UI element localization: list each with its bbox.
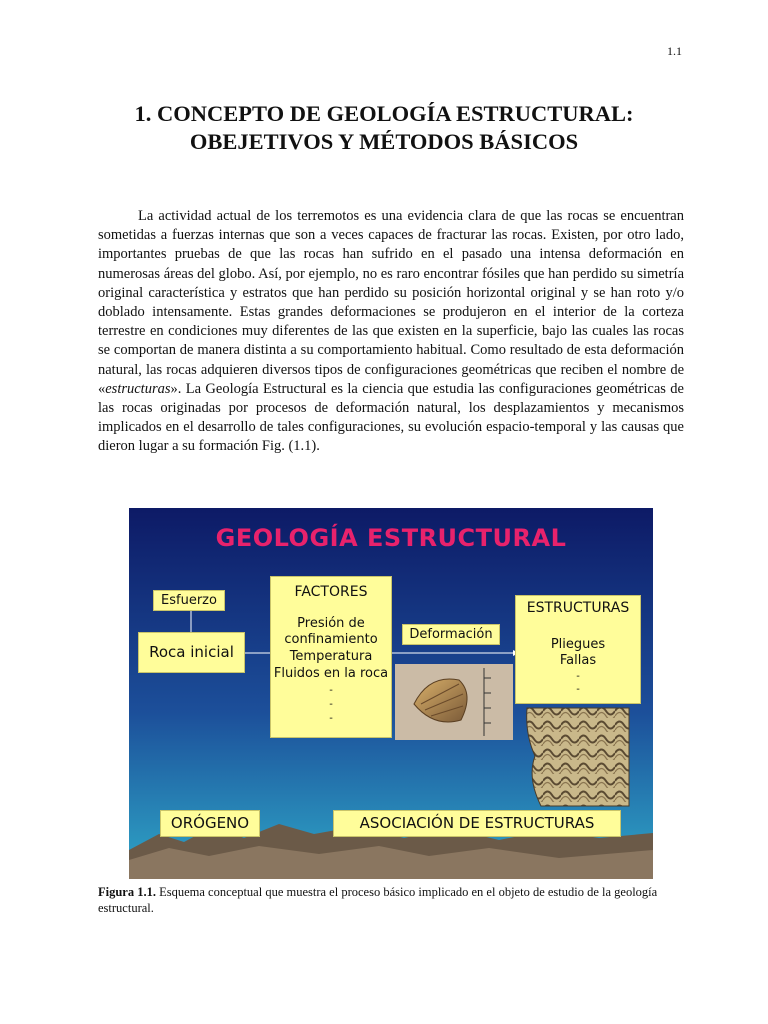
chapter-title-line-2: OBEJETIVOS Y MÉTODOS BÁSICOS — [189, 129, 579, 154]
chapter-title-line-1: 1. CONCEPTO DE GEOLOGÍA ESTRUCTURAL: — [134, 101, 634, 126]
factores-item: confinamiento — [284, 632, 378, 647]
estructuras-item: Fallas — [559, 653, 597, 668]
body-text-part-2: ». La Geología Estructural es la ciencia que estudia las configuraciones geométricas de las rocas originadas por procesos de deformación natural, los desplazamientos y mecanismos implicados en el desarrollo de tales configuraciones, su evolución espacio-temporal y las causas que dieron lugar a su formación Fig. (1.1). — [98, 380, 684, 455]
estructuras-box — [515, 595, 641, 704]
deformacion-box — [402, 624, 500, 645]
roca-inicial-label: Roca inicial — [149, 643, 234, 661]
esfuerzo-box — [153, 590, 225, 611]
esfuerzo-label: Esfuerzo — [161, 593, 217, 608]
body-text-part-1: La actividad actual de los terremotos es una evidencia clara de que las rocas se encuentran sometidas a fuerzas internas que son a veces capaces de fracturar las rocas. Existen, por otro lado, importantes pruebas de que las rocas han sufrido en el pasado una intensa deformación en numerosas áreas del globo. Así, por ejemplo, no es raro encontrar fósiles que han perdido su simetría original característica y estratos que han perdido su posición horizontal original y se han roto y/o doblado intensamente. Estas grandes deformaciones se produjeron en el interior de la corteza terrestre en condiciones muy diferentes de las que existen en la superficie, bajo las cuales las rocas se comportan de manera distinta a su comportamiento habitual. Como resultado de esta deformación natural, las rocas adquieren diversos tipos de configuraciones geométricas que reciben el nombre de « — [98, 208, 684, 397]
factores-item: Fluidos en la roca — [273, 666, 389, 681]
figure-caption — [98, 884, 684, 916]
factores-item: Presión de — [297, 616, 365, 631]
body-paragraph — [98, 207, 684, 457]
factores-box — [270, 576, 392, 738]
estructuras-item: Pliegues — [550, 637, 606, 652]
geology-diagram-figure — [129, 508, 653, 879]
caption-text: Esquema conceptual que muestra el proceso básico implicado en el objeto de estudio de la geología estructural. — [98, 885, 658, 915]
estructuras-title: ESTRUCTURAS — [526, 600, 630, 616]
diagram-title: GEOLOGÍA ESTRUCTURAL — [215, 524, 567, 552]
factores-item: - — [329, 713, 333, 724]
roca-inicial-box — [138, 632, 245, 673]
factores-title: FACTORES — [294, 584, 368, 600]
deformacion-label: Deformación — [409, 627, 493, 642]
caption-label: Figura 1.1. — [98, 885, 156, 899]
orogeno-label: ORÓGENO — [170, 814, 250, 832]
asociacion-box — [333, 810, 621, 837]
asociacion-label: ASOCIACIÓN DE ESTRUCTURAS — [359, 814, 595, 832]
page-number: 1.1 — [667, 44, 682, 58]
estructuras-item: - — [576, 684, 580, 695]
factores-item: - — [329, 699, 333, 710]
factores-item: Temperatura — [289, 649, 373, 664]
estructuras-item: - — [576, 671, 580, 682]
body-text-italic: estructuras — [105, 380, 171, 397]
orogeno-box — [160, 810, 260, 837]
factores-item: - — [329, 685, 333, 696]
chapter-title — [0, 100, 768, 156]
